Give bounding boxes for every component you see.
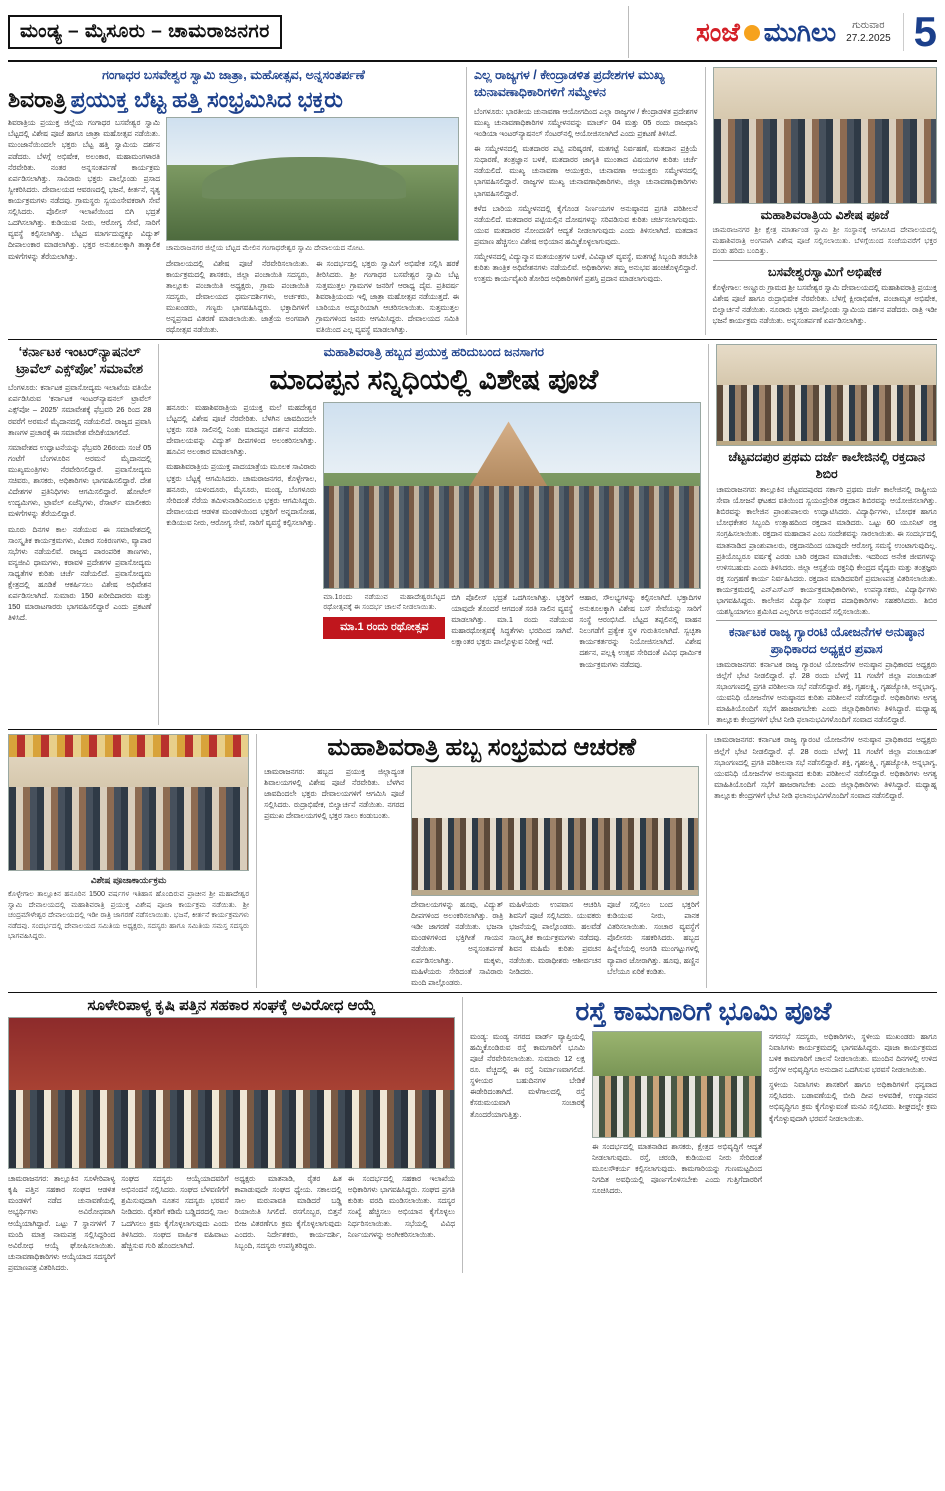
mahashivaratri-col-4 xyxy=(607,899,699,988)
sulerapalya-text-2: ಸಂಘದ ಸದಸ್ಯರು ಆಯ್ಕೆಯಾದವರಿಗೆ ಅಭಿನಂದನೆ ಸಲ್ಲಿಸಿದರು. ಸಂಘದ ಬೆಳವಣಿಗೆಗೆ ಶ್ರಮಿಸುವುದಾಗಿ ನೂತನ ಸದಸ್ಯರು ಭರವಸೆ ನೀಡಿದರು. ರೈತರಿಗೆ ಕಡಿಮೆ ಬಡ್ಡಿದರದಲ್ಲಿ ಸಾಲ ಒದಗಿಸಲು ಕ್ರಮ ಕೈಗೊಳ್ಳಲಾಗುವುದು ಎಂದು ತಿಳಿಸಿದರು. ಸಂಘದ ವಾರ್ಷಿಕ ವಹಿವಾಟು ಹೆಚ್ಚಿಸುವ ಗುರಿ ಹೊಂದಲಾಗಿದೆ. xyxy=(121,1174,229,1250)
madappa-headline: ಮಾದಪ್ಪನ ಸನ್ನಿಧಿಯಲ್ಲಿ ವಿಶೇಷ ಪೂಜೆ xyxy=(269,364,599,396)
mahashivaratri-photo-2 xyxy=(411,766,699,896)
madappa-text-4: ಆಹಾರ, ಸೌಲಭ್ಯಗಳನ್ನು ಕಲ್ಪಿಸಲಾಗಿದೆ. ಭಕ್ತಾದಿಗಳ ಅನುಕೂಲಕ್ಕಾಗಿ ವಿಶೇಷ ಬಸ್ ಸೇವೆಯನ್ನು ಸಾರಿಗೆ ಸಂಸ್ಥೆ ಆರಂಭಿಸಿದೆ. ಬೆಟ್ಟದ ತಪ್ಪಲಿನಲ್ಲಿ ವಾಹನ ನಿಲುಗಡೆಗೆ ಪ್ರತ್ಯೇಕ ಸ್ಥಳ ಗುರುತಿಸಲಾಗಿದೆ. ಸ್ವಚ್ಛತಾ ಕಾರ್ಯಕರ್ತರನ್ನು ನಿಯೋಜಿಸಲಾಗಿದೆ. ವಿಶೇಷ ದರ್ಶನ, ಪಲ್ಲಕ್ಕಿ ಉತ್ಸವ ಸೇರಿದಂತೆ ವಿವಿಧ ಧಾರ್ಮಿಕ ಕಾರ್ಯಕ್ರಮಗಳು ನಡೆದವು. xyxy=(579,592,702,669)
mahashivaratri-section xyxy=(8,734,937,987)
mahashivaratri-text-4: ಪೂಜೆ ಸಲ್ಲಿಸಲು ಬಂದ ಭಕ್ತರಿಗೆ ಕುಡಿಯುವ ನೀರು, ಪಾನಕ ವಿತರಿಸಲಾಯಿತು. ಸಂಚಾರ ವ್ಯವಸ್ಥೆಗೆ ಪೊಲೀಸರು ಸಹಕರಿಸಿದರು. ಹಬ್ಬದ ಹಿನ್ನೆಲೆಯಲ್ಲಿ ಅಂಗಡಿ ಮುಂಗಟ್ಟುಗಳಲ್ಲಿ ವ್ಯಾಪಾರ ಜೋರಾಗಿತ್ತು. ಹೂವು, ಹಣ್ಣಿನ ಬೆಲೆಯೂ ಏರಿಕೆ ಕಂಡಿತು. xyxy=(607,900,700,976)
madappa-col-4 xyxy=(579,592,701,670)
road-work-text-1: ಮಂಡ್ಯ: ಮಂಡ್ಯ ನಗರದ ವಾರ್ಡ್ ವ್ಯಾಪ್ತಿಯಲ್ಲಿ ಹಮ್ಮಿಕೊಂಡಿರುವ ರಸ್ತೆ ಕಾಮಗಾರಿಗೆ ಭೂಮಿ ಪೂಜೆ ನೆರವೇರಿಸಲಾಯಿತು. ಸುಮಾರು 12 ಲಕ್ಷ ರೂ. ವೆಚ್ಚದಲ್ಲಿ ಈ ರಸ್ತೆ ನಿರ್ಮಾಣವಾಗಲಿದೆ. ಸ್ಥಳೀಯರ ಬಹುದಿನಗಳ ಬೇಡಿಕೆ ಈಡೇರಿದಂತಾಗಿದೆ. ಮಳೆಗಾಲದಲ್ಲಿ ರಸ್ತೆ ಕೆಸರುಮಯವಾಗಿ ಸಂಚಾರಕ್ಕೆ ತೊಂದರೆಯಾಗುತ್ತಿತ್ತು. xyxy=(470,1031,585,1119)
lead-col-photo xyxy=(166,117,459,335)
rathotsava-badge: ಮಾ.1 ರಂದು ರಥೋತ್ಸವ xyxy=(323,617,445,639)
date: 27.2.2025 xyxy=(846,33,891,44)
sulerapalya-photo xyxy=(8,1017,455,1169)
madappa-photo-block xyxy=(323,402,701,670)
travel-text-1: ಬೆಂಗಳೂರು: ಕರ್ನಾಟಕ ಪ್ರವಾಸೋದ್ಯಮ ಇಲಾಖೆಯ ವತಿಯೇ ಏರ್ಪಡಿಸಿರುವ ‘ಕರ್ನಾಟಕ ಇಂಟರ್‌ನ್ಯಾಷನಲ್ ಟ್ರಾವೆಲ್ ಎಕ್ಸ್‌ಪೋ – 2025’ ಸಮಾವೇಶಕ್ಕೆ ಫೆಬ್ರವರಿ 26 ರಿಂದ 28 ರವರೆಗೆ ಅರಮನೆ ಮೈದಾನದಲ್ಲಿ ನಡೆಯಲಿದೆ. ರಾಜ್ಯದ ಪ್ರವಾಸಿ ತಾಣಗಳ ಪ್ರಚಾರಕ್ಕೆ ಈ ಸಮಾವೇಶ ವೇದಿಕೆಯಾಗಲಿದೆ. xyxy=(8,383,152,437)
rail-text-2: ಕೊಳ್ಳೇಗಾಲ: ಅಣ್ಣೂರು ಗ್ರಾಮದ ಶ್ರೀ ಬಸವೇಶ್ವರ ಸ್ವಾಮಿ ದೇವಾಲಯದಲ್ಲಿ ಮಹಾಶಿವರಾತ್ರಿ ಪ್ರಯುಕ್ತ ವಿಶೇಷ ಪೂಜೆ ಹಾಗೂ ರುದ್ರಾಭಿಷೇಕ ನೆರವೇರಿತು. ಬೆಳಗ್ಗೆ ಕ್ಷೀರಾಭಿಷೇಕ, ಪಂಚಾಮೃತ ಅಭಿಷೇಕ, ಬಿಲ್ವಾರ್ಚನೆ ನಡೆಯಿತು. ನೂರಾರು ಭಕ್ತರು ಪಾಲ್ಗೊಂಡು ಸ್ವಾಮಿಯ ದರ್ಶನ ಪಡೆದರು. ರಾತ್ರಿ ಇಡೀ ಭಜನೆ ಕಾರ್ಯಕ್ರಮ ನಡೆಯಿತು. ಅನ್ನಸಂತರ್ಪಣೆ ಏರ್ಪಡಿಸಲಾಗಿತ್ತು. xyxy=(712,282,937,326)
lead-photo-caption: ಚಾಮರಾಜನಗರ ಜಿಲ್ಲೆಯ ಬೆಟ್ಟದ ಮೇಲಿನ ಗಂಗಾಧರೇಶ್ವರ ಸ್ವಾಮಿ ದೇವಾಲಯದ ನೋಟ. xyxy=(166,243,365,253)
rail-head-1: ಮಹಾಶಿವರಾತ್ರಿಯ ವಿಶೇಷ ಪೂಜೆ xyxy=(760,208,889,222)
sulerapalya-col-2 xyxy=(121,1173,228,1273)
road-work-text-3: ನಗರಸಭೆ ಸದಸ್ಯರು, ಅಧಿಕಾರಿಗಳು, ಸ್ಥಳೀಯ ಮುಖಂಡರು ಹಾಗೂ ನಿವಾಸಿಗಳು ಕಾರ್ಯಕ್ರಮದಲ್ಲಿ ಭಾಗವಹಿಸಿದ್ದರು. ಪೂಜಾ ಕಾರ್ಯಕ್ರಮದ ಬಳಿಕ ಕಾಮಗಾರಿಗೆ ಚಾಲನೆ ನೀಡಲಾಯಿತು. ಮುಂದಿನ ದಿನಗಳಲ್ಲಿ ಉಳಿದ ರಸ್ತೆಗಳ ಅಭಿವೃದ್ಧಿಗೂ ಅನುದಾನ ಒದಗಿಸುವ ಭರವಸೆ ನೀಡಲಾಯಿತು. xyxy=(769,1031,937,1075)
rail-photo-1 xyxy=(713,67,937,204)
election-kicker: ಎಲ್ಲ ರಾಜ್ಯಗಳ / ಕೇಂದ್ರಾಡಳಿತ ಪ್ರದೇಶಗಳ ಮುಖ್ಯ ಚುನಾವಣಾಧಿಕಾರಿಗಳಿಗೆ ಸಮ್ಮೇಳನ xyxy=(474,68,665,99)
lead-story xyxy=(8,67,459,335)
lead-text-2: ದೇವಾಲಯದಲ್ಲಿ ವಿಶೇಷ ಪೂಜೆ ನೆರವೇರಿಸಲಾಯಿತು. ಕಾರ್ಯಕ್ರಮದಲ್ಲಿ ಶಾಸಕರು, ಜಿಲ್ಲಾ ಪಂಚಾಯಿತಿ ಸದಸ್ಯರು, ತಾಲ್ಲೂಕು ಪಂಚಾಯಿತಿ ಅಧ್ಯಕ್ಷರು, ಗ್ರಾಮ ಪಂಚಾಯಿತಿ ಸದಸ್ಯರು, ದೇವಾಲಯದ ಧರ್ಮದರ್ಶಿಗಳು, ಅರ್ಚಕರು, ಮುಖಂಡರು, ಗಣ್ಯರು ಭಾಗವಹಿಸಿದ್ದರು. ಭಕ್ತಾದಿಗಳಿಗೆ ಅನ್ನಪ್ರಸಾದ ವಿತರಣೆ ಮಾಡಲಾಯಿತು. ಜಾತ್ರೆಯ ಅಂಗವಾಗಿ ರಥೋತ್ಸವ ನಡೆಯಿತು. xyxy=(166,258,309,335)
rail-head-4: ಕರ್ನಾಟಕ ರಾಜ್ಯ ಗ್ಯಾರಂಟಿ ಯೋಜನೆಗಳ ಅನುಷ್ಠಾನ ಪ್ರಾಧಿಕಾರದ ಅಧ್ಯಕ್ಷರ ಪ್ರವಾಸ xyxy=(728,625,925,656)
sulerapalya-col-4 xyxy=(348,1173,455,1273)
masthead-left xyxy=(8,6,628,58)
road-work-col-3 xyxy=(769,1031,937,1197)
mahashivaratri-col-3 xyxy=(509,899,601,988)
rail-text-3: ಚಾಮರಾಜನಗರ: ತಾಲ್ಲೂಕಿನ ಚೆಟ್ಟವದಪುರದ ಸರ್ಕಾರಿ ಪ್ರಥಮ ದರ್ಜೆ ಕಾಲೇಜಿನಲ್ಲಿ ರಾಷ್ಟ್ರೀಯ ಸೇವಾ ಯೋಜನೆ ಘಟಕದ ವತಿಯಿಂದ ಸ್ವಯಂಪ್ರೇರಿತ ರಕ್ತದಾನ ಶಿಬಿರವನ್ನು ಆಯೋಜಿಸಲಾಗಿತ್ತು. ಶಿಬಿರವನ್ನು ಕಾಲೇಜಿನ ಪ್ರಾಂಶುಪಾಲರು ಉದ್ಘಾಟಿಸಿದರು. ವಿದ್ಯಾರ್ಥಿಗಳು, ಬೋಧಕ ಹಾಗೂ ಬೋಧಕೇತರ ಸಿಬ್ಬಂದಿ ಉತ್ಸಾಹದಿಂದ ರಕ್ತದಾನ ಮಾಡಿದರು. ಒಟ್ಟು 60 ಯೂನಿಟ್ ರಕ್ತ ಸಂಗ್ರಹಿಸಲಾಯಿತು. ರಕ್ತದಾನ ಮಹಾದಾನ ಎಂಬ ಸಂದೇಶವನ್ನು ಸಾರಲಾಯಿತು. ಈ ಸಂದರ್ಭದಲ್ಲಿ ಮಾತನಾಡಿದ ಪ್ರಾಂಶುಪಾಲರು, ರಕ್ತದಾನದಿಂದ ಯಾವುದೇ ಆರೋಗ್ಯ ಸಮಸ್ಯೆ ಉಂಟಾಗುವುದಿಲ್ಲ. ಪ್ರತಿಯೊಬ್ಬರೂ ವರ್ಷಕ್ಕೆ ಎರಡು ಬಾರಿ ರಕ್ತದಾನ ಮಾಡಬೇಕು. ಇದರಿಂದ ಅನೇಕ ಜೀವಗಳನ್ನು ಉಳಿಸಬಹುದು ಎಂದು ತಿಳಿಸಿದರು. ಜಿಲ್ಲಾ ಆಸ್ಪತ್ರೆಯ ರಕ್ತನಿಧಿ ಕೇಂದ್ರದ ವೈದ್ಯರು ಮತ್ತು ತಂತ್ರಜ್ಞರು ರಕ್ತ ಸಂಗ್ರಹಣೆ ಕಾರ್ಯ ನಿರ್ವಹಿಸಿದರು. ರಕ್ತದಾನ ಮಾಡಿದವರಿಗೆ ಪ್ರಮಾಣಪತ್ರ ವಿತರಿಸಲಾಯಿತು. ಕಾರ್ಯಕ್ರಮದಲ್ಲಿ ಎನ್‌ಎಸ್‌ಎಸ್ ಕಾರ್ಯಕ್ರಮಾಧಿಕಾರಿಗಳು, ಉಪನ್ಯಾಸಕರು, ವಿದ್ಯಾರ್ಥಿಗಳು ಭಾಗವಹಿಸಿದ್ದರು. ಕಾಲೇಜಿನ ವಿದ್ಯಾರ್ಥಿ ಸಂಘದ ಪದಾಧಿಕಾರಿಗಳು ಸಹಕರಿಸಿದರು. ಶಿಬಿರ ಯಶಸ್ವಿಯಾಗಲು ಶ್ರಮಿಸಿದ ಎಲ್ಲರಿಗೂ ಅಭಿನಂದನೆ ಸಲ್ಲಿಸಲಾಯಿತು. xyxy=(716,484,937,617)
rail-text-4: ಚಾಮರಾಜನಗರ: ಕರ್ನಾಟಕ ರಾಜ್ಯ ಗ್ಯಾರಂಟಿ ಯೋಜನೆಗಳ ಅನುಷ್ಠಾನ ಪ್ರಾಧಿಕಾರದ ಅಧ್ಯಕ್ಷರು ಜಿಲ್ಲೆಗೆ ಭೇಟಿ ನೀಡಲಿದ್ದಾರೆ. ಫೆ. 28 ರಂದು ಬೆಳಗ್ಗೆ 11 ಗಂಟೆಗೆ ಜಿಲ್ಲಾ ಪಂಚಾಯತ್ ಸಭಾಂಗಣದಲ್ಲಿ ಪ್ರಗತಿ ಪರಿಶೀಲನಾ ಸಭೆ ನಡೆಸಲಿದ್ದಾರೆ. ಶಕ್ತಿ, ಗೃಹಲಕ್ಷ್ಮಿ, ಗೃಹಜ್ಯೋತಿ, ಅನ್ನಭಾಗ್ಯ, ಯುವನಿಧಿ ಯೋಜನೆಗಳ ಅನುಷ್ಠಾನದ ಕುರಿತು ಪರಿಶೀಲನೆ ನಡೆಸಲಿದ್ದಾರೆ. ಅಧಿಕಾರಿಗಳು ಅಗತ್ಯ ಮಾಹಿತಿಯೊಂದಿಗೆ ಸಭೆಗೆ ಹಾಜರಾಗಬೇಕು ಎಂದು ಜಿಲ್ಲಾಧಿಕಾರಿಗಳು ತಿಳಿಸಿದ್ದಾರೆ. ಮಧ್ಯಾಹ್ನ ತಾಲ್ಲೂಕು ಕೇಂದ್ರಗಳಿಗೆ ಭೇಟಿ ನೀಡಿ ಫಲಾನುಭವಿಗಳೊಂದಿಗೆ ಸಂವಾದ ನಡೆಸಲಿದ್ದಾರೆ. xyxy=(716,659,937,725)
logo-text-right: ಮುಗಿಲು xyxy=(763,17,837,47)
right-rail-bottom-filler xyxy=(706,734,937,987)
madappa-photo xyxy=(323,402,701,589)
mahashivaratri-text-1: ಚಾಮರಾಜನಗರ: ಹಬ್ಬದ ಪ್ರಯುಕ್ತ ಜಿಲ್ಲಾದ್ಯಂತ ಶಿವಾಲಯಗಳಲ್ಲಿ ವಿಶೇಷ ಪೂಜೆ ನೆರವೇರಿತು. ಬೆಳಗಿನ ಜಾವದಿಂದಲೇ ಭಕ್ತರು ದೇವಾಲಯಗಳಿಗೆ ಆಗಮಿಸಿ ಪೂಜೆ ಸಲ್ಲಿಸಿದರು. ರುದ್ರಾಭಿಷೇಕ, ಬಿಲ್ವಾರ್ಚನೆ ನಡೆಯಿತು. ನಗರದ ಪ್ರಮುಖ ದೇವಾಲಯಗಳಲ್ಲಿ ಭಕ್ತರ ಸಾಲು ಕಂಡುಬಂತು. xyxy=(264,767,405,821)
lead-col-1 xyxy=(8,117,160,335)
road-work-text-4: ಸ್ಥಳೀಯ ನಿವಾಸಿಗಳು ಶಾಸಕರಿಗೆ ಹಾಗೂ ಅಧಿಕಾರಿಗಳಿಗೆ ಧನ್ಯವಾದ ಸಲ್ಲಿಸಿದರು. ಬಡಾವಣೆಯಲ್ಲಿ ಬೀದಿ ದೀಪ ಅಳವಡಿಕೆ, ಉದ್ಯಾನವನ ಅಭಿವೃದ್ಧಿಗೂ ಕ್ರಮ ಕೈಗೊಳ್ಳುವಂತೆ ಮನವಿ ಸಲ್ಲಿಸಿದರು. ಶೀಘ್ರದಲ್ಲೇ ಕ್ರಮ ಕೈಗೊಳ್ಳುವುದಾಗಿ ಭರವಸೆ ನೀಡಲಾಯಿತು. xyxy=(769,1080,937,1123)
page-number: 5 xyxy=(903,13,937,51)
lead-headline-part1: ಶಿವರಾತ್ರಿ xyxy=(8,86,67,112)
travel-text-3: ಮೂರು ದಿನಗಳ ಕಾಲ ನಡೆಯುವ ಈ ಸಮಾವೇಶದಲ್ಲಿ ಸಾಂಸ್ಕೃತಿಕ ಕಾರ್ಯಕ್ರಮಗಳು, ವಿಚಾರ ಸಂಕಿರಣಗಳು, ವ್ಯಾಪಾರ ಸಭೆಗಳು ನಡೆಯಲಿವೆ. ರಾಜ್ಯದ ಪಾರಂಪರಿಕ ತಾಣಗಳು, ವನ್ಯಜೀವಿ ಧಾಮಗಳು, ಕರಾವಳಿ ಪ್ರದೇಶಗಳ ಪ್ರವಾಸೋದ್ಯಮ ಸಾಧ್ಯತೆಗಳ ಕುರಿತು ಚರ್ಚೆ ನಡೆಯಲಿದೆ. ಪ್ರವಾಸೋದ್ಯಮ ಕ್ಷೇತ್ರದಲ್ಲಿ ಹೂಡಿಕೆ ಆಕರ್ಷಿಸಲು ವಿಶೇಷ ಅಧಿವೇಶನ ಏರ್ಪಡಿಸಲಾಗಿದೆ. ಸುಮಾರು 150 ಖರೀದಿದಾರರು ಮತ್ತು 150 ಮಾರಾಟಗಾರರು ಭಾಗವಹಿಸಲಿದ್ದಾರೆ ಎಂದು ಪ್ರಕಟಣೆ ತಿಳಿಸಿದೆ. xyxy=(8,524,152,623)
mahashivaratri-photo1-caption: ಕೊಳ್ಳೇಗಾಲ ತಾಲ್ಲೂಕಿನ ಹನೂರಿನ 1500 ವರ್ಷಗಳ ಇತಿಹಾಸ ಹೊಂದಿರುವ ಪ್ರಾಚೀನ ಶ್ರೀ ಮಹಾದೇಶ್ವರ ಸ್ವಾಮಿ ದೇವಾಲಯದಲ್ಲಿ ಮಹಾಶಿವರಾತ್ರಿ ಪ್ರಯುಕ್ತ ವಿಶೇಷ ಪೂಜಾ ಕಾರ್ಯಕ್ರಮ ನಡೆಯಿತು. ಶ್ರೀ ಚಂದ್ರಮೌಳೇಶ್ವರ ದೇವಾಲಯದಲ್ಲಿ ಇಡೀ ರಾತ್ರಿ ಜಾಗರಣೆ ನಡೆಸಲಾಯಿತು. ಭಜನೆ, ಕೀರ್ತನೆ ಕಾರ್ಯಕ್ರಮಗಳು ನಡೆದವು. ಸಂದರ್ಭದಲ್ಲಿ ದೇವಾಲಯದ ಸಮಿತಿಯ ಅಧ್ಯಕ್ಷರು, ಸದಸ್ಯರು ಹಾಗೂ ಸಮಿತಿಯ ಸಮಸ್ತ ಸದಸ್ಯರು ಭಾಗವಹಿಸಿದ್ದರು. xyxy=(8,889,250,941)
mahashivaratri-photo1-title: ವಿಶೇಷ ಪೂಜಾಕಾರ್ಯಕ್ರಮ xyxy=(90,875,167,886)
sulerapalya-text-1: ಚಾಮರಾಜನಗರ: ತಾಲ್ಲೂಕಿನ ಸೂಳೇರಿಪಾಳ್ಯ ಕೃಷಿ ಪತ್ತಿನ ಸಹಕಾರ ಸಂಘದ ಆಡಳಿತ ಮಂಡಳಿಗೆ ನಡೆದ ಚುನಾವಣೆಯಲ್ಲಿ ಅಭ್ಯರ್ಥಿಗಳು ಅವಿರೋಧವಾಗಿ ಆಯ್ಕೆಯಾಗಿದ್ದಾರೆ. ಒಟ್ಟು 7 ಸ್ಥಾನಗಳಿಗೆ 7 ಮಂದಿ ಮಾತ್ರ ನಾಮಪತ್ರ ಸಲ್ಲಿಸಿದ್ದರಿಂದ ಅವಿರೋಧ ಆಯ್ಕೆ ಘೋಷಿಸಲಾಯಿತು. ಚುನಾವಣಾಧಿಕಾರಿಗಳು ಆಯ್ಕೆಯಾದ ಸದಸ್ಯರಿಗೆ ಪ್ರಮಾಣಪತ್ರ ವಿತರಿಸಿದರು. xyxy=(8,1174,116,1273)
road-work-text-2: ಈ ಸಂದರ್ಭದಲ್ಲಿ ಮಾತನಾಡಿದ ಶಾಸಕರು, ಕ್ಷೇತ್ರದ ಅಭಿವೃದ್ಧಿಗೆ ಆದ್ಯತೆ ನೀಡಲಾಗುವುದು. ರಸ್ತೆ, ಚರಂಡಿ, ಕುಡಿಯುವ ನೀರು ಸೇರಿದಂತೆ ಮೂಲಸೌಕರ್ಯ ಕಲ್ಪಿಸಲಾಗುವುದು. ಕಾಮಗಾರಿಯನ್ನು ಗುಣಮಟ್ಟದಿಂದ ನಿಗದಿತ ಅವಧಿಯಲ್ಲಿ ಪೂರ್ಣಗೊಳಿಸಬೇಕು ಎಂದು ಗುತ್ತಿಗೆದಾರರಿಗೆ ಸೂಚಿಸಿದರು. xyxy=(592,1141,762,1196)
rail-head-2: ಬಸವೇಶ್ವರಸ್ವಾಮಿಗೆ ಅಭಿಷೇಕ xyxy=(767,264,882,279)
mahashivaratri-col-2 xyxy=(411,899,503,988)
election-text-1: ಬೆಂಗಳೂರು: ಭಾರತೀಯ ಚುನಾವಣಾ ಆಯೋಗದಿಂದ ಎಲ್ಲಾ ರಾಜ್ಯಗಳ / ಕೇಂದ್ರಾಡಳಿತ ಪ್ರದೇಶಗಳ ಮುಖ್ಯ ಚುನಾವಣಾಧಿಕಾರಿಗಳ ಸಮ್ಮೇಳನವನ್ನು ಮಾರ್ಚ್ 04 ಮತ್ತು 05 ರಂದು ರಾಜಧಾನಿ ಇಂಡಿಯಾ ಇಂಟರ್‌ನ್ಯಾಷನಲ್ ಸೆಂಟರ್‌ನಲ್ಲಿ ಆಯೋಜಿಸಲಾಗಿದೆ ಎಂದು ಪ್ರಕಟಣೆ ತಿಳಿಸಿದೆ. xyxy=(474,106,698,138)
mahashivaratri-col-1 xyxy=(264,766,404,988)
mahashivaratri-photo-1 xyxy=(8,734,249,871)
lead-headline xyxy=(8,87,459,113)
date-block xyxy=(846,19,891,46)
rail-head-3: ಚೆಟ್ಟವದಪುರ ಪ್ರಥಮ ದರ್ಜೆ ಕಾಲೇಜಿನಲ್ಲಿ ರಕ್ತದಾನ ಶಿಬಿರ xyxy=(728,450,925,481)
masthead-right xyxy=(628,6,937,58)
mahashivaratri-text-2: ದೇವಾಲಯಗಳನ್ನು ಹೂವು, ವಿದ್ಯುತ್ ದೀಪಗಳಿಂದ ಅಲಂಕರಿಸಲಾಗಿತ್ತು. ರಾತ್ರಿ ಇಡೀ ಜಾಗರಣೆ ನಡೆಯಿತು. ಭಜನಾ ಮಂಡಳಿಗಳಿಂದ ಭಕ್ತಿಗೀತೆ ಗಾಯನ ನಡೆಯಿತು. ಅನ್ನಸಂತರ್ಪಣೆ ಏರ್ಪಡಿಸಲಾಗಿತ್ತು. ಮಕ್ಕಳು, ಮಹಿಳೆಯರು ಸೇರಿದಂತೆ ಸಾವಿರಾರು ಮಂದಿ ಪಾಲ್ಗೊಂಡರು. xyxy=(411,900,504,987)
road-work-head: ರಸ್ತೆ ಕಾಮಗಾರಿಗೆ ಭೂಮಿ ಪೂಜೆ xyxy=(575,995,832,1026)
election-text-2: ಈ ಸಮ್ಮೇಳನದಲ್ಲಿ ಮತದಾರರ ಪಟ್ಟಿ ಪರಿಷ್ಕರಣೆ, ಮತಗಟ್ಟೆ ನಿರ್ವಹಣೆ, ಮತದಾನ ಪ್ರಕ್ರಿಯೆ ಸುಧಾರಣೆ, ತಂತ್ರಜ್ಞಾನ ಬಳಕೆ, ಮತದಾರರ ಜಾಗೃತಿ ಮುಂತಾದ ವಿಷಯಗಳ ಕುರಿತು ಚರ್ಚೆ ನಡೆಯಲಿದೆ. ಮುಖ್ಯ ಚುನಾವಣಾ ಆಯುಕ್ತರು, ಚುನಾವಣಾ ಆಯುಕ್ತರು ಸಮ್ಮೇಳನದಲ್ಲಿ ಭಾಗವಹಿಸಲಿದ್ದಾರೆ. ರಾಜ್ಯಗಳ ಮುಖ್ಯ ಚುನಾವಣಾಧಿಕಾರಿಗಳು, ಜಿಲ್ಲಾ ಚುನಾವಣಾಧಿಕಾರಿಗಳು ಭಾಗವಹಿಸಲಿದ್ದಾರೆ. xyxy=(474,144,698,198)
madappa-photo-caption: ಮಾ.1ರಂದು ನಡೆಯುವ ಮಹಾದೇಶ್ವರಬೆಟ್ಟದ ರಥೋತ್ಸವಕ್ಕೆ ಈ ಸಂದರ್ಭ ಚಾಲನೆ ನೀಡಲಾಯಿತು. xyxy=(323,591,446,612)
lead-kicker: ಗಂಗಾಧರ ಬಸವೇಶ್ವರ ಸ್ವಾಮಿ ಜಾತ್ರಾ, ಮಹೋತ್ಸವ, ಅನ್ನಸಂತರ್ಪಣೆ xyxy=(102,68,365,82)
madappa-text-2: ಮಹಾಶಿವರಾತ್ರಿಯ ಪ್ರಯುಕ್ತ ಪಾದಯಾತ್ರೆಯ ಮೂಲಕ ಸಾವಿರಾರು ಭಕ್ತರು ಬೆಟ್ಟಕ್ಕೆ ಆಗಮಿಸಿದರು. ಚಾಮರಾಜನಗರ, ಕೊಳ್ಳೇಗಾಲ, ಹನೂರು, ಯಳಂದೂರು, ಮೈಸೂರು, ಮಂಡ್ಯ, ಬೆಂಗಳೂರು ಸೇರಿದಂತೆ ನೆರೆಯ ತಮಿಳುನಾಡಿನಿಂದಲೂ ಭಕ್ತರು ಆಗಮಿಸಿದ್ದರು. ದೇವಾಲಯದ ಆಡಳಿತ ಮಂಡಳಿಯಿಂದ ಭಕ್ತರಿಗೆ ಅನ್ನದಾಸೋಹ, ಕುಡಿಯುವ ನೀರು, ಆರೋಗ್ಯ ಸೇವೆ, ಸಾರಿಗೆ ವ್ಯವಸ್ಥೆ ಕಲ್ಪಿಸಲಾಗಿತ್ತು. xyxy=(166,462,317,528)
road-work-photo xyxy=(592,1031,762,1138)
edition-title: ಮಂಡ್ಯ – ಮೈಸೂರು – ಚಾಮರಾಜನಗರ xyxy=(8,15,282,49)
mahashivaratri-main xyxy=(256,734,699,987)
rail-photo-3 xyxy=(716,344,937,446)
election-text-3: ಕಳೆದ ಬಾರಿಯ ಸಮ್ಮೇಳನದಲ್ಲಿ ಕೈಗೊಂಡ ನಿರ್ಣಯಗಳ ಅನುಷ್ಠಾನದ ಪ್ರಗತಿ ಪರಿಶೀಲನೆ ನಡೆಯಲಿದೆ. ಮತದಾರರ ಪಟ್ಟಿಯಲ್ಲಿನ ದೋಷಗಳನ್ನು ಸರಿಪಡಿಸುವ ಕುರಿತು ಚರ್ಚಿಸಲಾಗುವುದು. ಯುವ ಮತದಾರರ ನೋಂದಣಿಗೆ ಆದ್ಯತೆ ನೀಡಲಾಗುವುದು ಎಂದು ತಿಳಿಸಲಾಗಿದೆ. ಮತದಾನ ಪ್ರಮಾಣ ಹೆಚ್ಚಿಸಲು ವಿಶೇಷ ಅಭಿಯಾನ ಹಮ್ಮಿಕೊಳ್ಳಲಾಗುವುದು. xyxy=(474,203,698,246)
madappa-text-3: ಬಿಗಿ ಪೊಲೀಸ್ ಭದ್ರತೆ ಒದಗಿಸಲಾಗಿತ್ತು. ಭಕ್ತರಿಗೆ ಯಾವುದೇ ತೊಂದರೆ ಆಗದಂತೆ ಸರತಿ ಸಾಲಿನ ವ್ಯವಸ್ಥೆ ಮಾಡಲಾಗಿತ್ತು. ಮಾ.1 ರಂದು ನಡೆಯುವ ಮಹಾರಥೋತ್ಸವಕ್ಕೆ ಸಿದ್ಧತೆಗಳು ಭರದಿಂದ ಸಾಗಿವೆ. ಲಕ್ಷಾಂತರ ಭಕ್ತರು ಪಾಲ್ಗೊಳ್ಳುವ ನಿರೀಕ್ಷೆ ಇದೆ. xyxy=(451,592,574,647)
publication-logo xyxy=(696,19,836,45)
madappa-col-3 xyxy=(451,592,573,670)
rail-text-4-continued: ಚಾಮರಾಜನಗರ: ಕರ್ನಾಟಕ ರಾಜ್ಯ ಗ್ಯಾರಂಟಿ ಯೋಜನೆಗಳ ಅನುಷ್ಠಾನ ಪ್ರಾಧಿಕಾರದ ಅಧ್ಯಕ್ಷರು ಜಿಲ್ಲೆಗೆ ಭೇಟಿ ನೀಡಲಿದ್ದಾರೆ. ಫೆ. 28 ರಂದು ಬೆಳಗ್ಗೆ 11 ಗಂಟೆಗೆ ಜಿಲ್ಲಾ ಪಂಚಾಯತ್ ಸಭಾಂಗಣದಲ್ಲಿ ಪ್ರಗತಿ ಪರಿಶೀಲನಾ ಸಭೆ ನಡೆಸಲಿದ್ದಾರೆ. ಶಕ್ತಿ, ಗೃಹಲಕ್ಷ್ಮಿ, ಗೃಹಜ್ಯೋತಿ, ಅನ್ನಭಾಗ್ಯ, ಯುವನಿಧಿ ಯೋಜನೆಗಳ ಅನುಷ್ಠಾನದ ಕುರಿತು ಪರಿಶೀಲನೆ ನಡೆಸಲಿದ್ದಾರೆ. ಅಧಿಕಾರಿಗಳು ಅಗತ್ಯ ಮಾಹಿತಿಯೊಂದಿಗೆ ಸಭೆಗೆ ಹಾಜರಾಗಬೇಕು ಎಂದು ಜಿಲ್ಲಾಧಿಕಾರಿಗಳು ತಿಳಿಸಿದ್ದಾರೆ. ಮಧ್ಯಾಹ್ನ ತಾಲ್ಲೂಕು ಕೇಂದ್ರಗಳಿಗೆ ಭೇಟಿ ನೀಡಿ ಫಲಾನುಭವಿಗಳೊಂದಿಗೆ ಸಂವಾದ ನಡೆಸಲಿದ್ದಾರೆ. xyxy=(714,735,937,800)
rail-caption-1: ಚಾಮರಾಜನಗರ ಶ್ರೀ ಕ್ಷೇತ್ರ ಮಾರ್ತಾಂಡ ಸ್ವಾಮಿ ಶ್ರೀ ಸಂಸ್ಥಾನಕ್ಕೆ ಆಗಮಿಸಿದ ದೇವಾಲಯದಲ್ಲಿ ಮಹಾಶಿವರಾತ್ರಿ ಅಂಗವಾಗಿ ವಿಶೇಷ ಪೂಜೆ ಸಲ್ಲಿಸಲಾಯಿತು. ಬೆಳಗ್ಗೆಯಿಂದ ಸಂಜೆಯವರೆಗೆ ಭಕ್ತರ ದಂಡು ಹರಿದು ಬಂದಿತ್ತು. xyxy=(712,225,937,256)
madappa-story xyxy=(158,344,701,725)
sulerapalya-col-3 xyxy=(235,1173,342,1273)
road-work-col-1 xyxy=(470,1031,585,1197)
lead-text-3: ಈ ಸಂದರ್ಭದಲ್ಲಿ ಭಕ್ತರು ಸ್ವಾಮಿಗೆ ಅಭಿಷೇಕ ಸಲ್ಲಿಸಿ ಹರಕೆ ತೀರಿಸಿದರು. ಶ್ರೀ ಗಂಗಾಧರ ಬಸವೇಶ್ವರ ಸ್ವಾಮಿ ಬೆಟ್ಟ ಸುತ್ತಮುತ್ತಲ ಗ್ರಾಮಗಳ ಜನರಿಗೆ ಆರಾಧ್ಯ ದೈವ. ಪ್ರತಿವರ್ಷ ಶಿವರಾತ್ರಿಯಂದು ಇಲ್ಲಿ ಜಾತ್ರಾ ಮಹೋತ್ಸವ ನಡೆಯುತ್ತದೆ. ಈ ಬಾರಿಯೂ ಅದ್ದೂರಿಯಾಗಿ ಆಚರಿಸಲಾಯಿತು. ಸುತ್ತಮುತ್ತಲ ಗ್ರಾಮಗಳಿಂದ ಜನರು ಆಗಮಿಸಿದ್ದರು. ದೇವಾಲಯದ ಸಮಿತಿ ವತಿಯಿಂದ ಎಲ್ಲ ವ್ಯವಸ್ಥೆ ಮಾಡಲಾಗಿತ್ತು. xyxy=(316,258,459,335)
sulerapalya-text-3: ಅಧ್ಯಕ್ಷರು ಮಾತನಾಡಿ, ರೈತರ ಹಿತ ಕಾಪಾಡುವುದೇ ಸಂಘದ ಧ್ಯೇಯ. ಸಕಾಲದಲ್ಲಿ ಸಾಲ ಮರುಪಾವತಿ ಮಾಡಿದರೆ ಬಡ್ಡಿ ರಿಯಾಯಿತಿ ಸಿಗಲಿದೆ. ರಸಗೊಬ್ಬರ, ಬಿತ್ತನೆ ಬೀಜ ವಿತರಣೆಗೂ ಕ್ರಮ ಕೈಗೊಳ್ಳಲಾಗುವುದು ಎಂದರು. ನಿರ್ದೇಶಕರು, ಕಾರ್ಯದರ್ಶಿ, ಸಿಬ್ಬಂದಿ, ಸದಸ್ಯರು ಉಪಸ್ಥಿತರಿದ್ದರು. xyxy=(234,1174,342,1250)
travel-text-2: ಸಮಾವೇಶದ ಉದ್ಘಾಟನೆಯನ್ನು ಫೆಬ್ರವರಿ 26ರಂದು ಸಂಜೆ 05 ಗಂಟೆಗೆ ಬೆಂಗಳೂರಿನ ಅರಮನೆ ಮೈದಾನದಲ್ಲಿ ಮುಖ್ಯಮಂತ್ರಿಗಳು ನೆರವೇರಿಸಲಿದ್ದಾರೆ. ಪ್ರವಾಸೋದ್ಯಮ ಸಚಿವರು, ಶಾಸಕರು, ಅಧಿಕಾರಿಗಳು ಭಾಗವಹಿಸಲಿದ್ದಾರೆ. ದೇಶ ವಿದೇಶಗಳ ಪ್ರತಿನಿಧಿಗಳು ಆಗಮಿಸಲಿದ್ದಾರೆ. ಹೋಟೆಲ್ ಉದ್ಯಮಿಗಳು, ಟ್ರಾವೆಲ್ ಏಜೆನ್ಸಿಗಳು, ರೆಸಾರ್ಟ್ ಮಾಲೀಕರು ಮಳಿಗೆಗಳನ್ನು ತೆರೆಯಲಿದ್ದಾರೆ. xyxy=(8,442,152,519)
travel-head-2: ಟ್ರಾವೆಲ್ ಎಕ್ಸ್‌ಪೋ’ ಸಮಾವೇಶ xyxy=(16,361,144,377)
madappa-text-1: ಹನೂರು: ಮಹಾಶಿವರಾತ್ರಿಯ ಪ್ರಯುಕ್ತ ಮಲೆ ಮಹದೇಶ್ವರ ಬೆಟ್ಟದಲ್ಲಿ ವಿಶೇಷ ಪೂಜೆ ನೆರವೇರಿತು. ಬೆಳಗಿನ ಜಾವದಿಂದಲೇ ಭಕ್ತರು ಸರತಿ ಸಾಲಿನಲ್ಲಿ ನಿಂತು ಮಾದಪ್ಪನ ದರ್ಶನ ಪಡೆದರು. ದೇವಾಲಯವನ್ನು ವಿದ್ಯುತ್ ದೀಪಗಳಿಂದ ಅಲಂಕರಿಸಲಾಗಿತ್ತು. ಹೂವಿನ ಅಲಂಕಾರ ಮಾಡಲಾಗಿತ್ತು. xyxy=(166,402,317,457)
weekday: ಗುರುವಾರ xyxy=(852,19,885,31)
sulerapalya-text-4: ಈ ಸಂದರ್ಭದಲ್ಲಿ ಸಹಕಾರ ಇಲಾಖೆಯ ಅಧಿಕಾರಿಗಳು ಭಾಗವಹಿಸಿದ್ದರು. ಸಂಘದ ಪ್ರಗತಿ ಕುರಿತು ವರದಿ ಮಂಡಿಸಲಾಯಿತು. ಸದಸ್ಯರ ಸಂಖ್ಯೆ ಹೆಚ್ಚಿಸಲು ಅಭಿಯಾನ ಕೈಗೊಳ್ಳಲು ನಿರ್ಧರಿಸಲಾಯಿತು. ಸಭೆಯಲ್ಲಿ ವಿವಿಧ ನಿರ್ಣಯಗಳನ್ನು ಅಂಗೀಕರಿಸಲಾಯಿತು. xyxy=(347,1174,455,1239)
masthead xyxy=(8,6,937,62)
right-rail-top xyxy=(705,67,937,335)
madappa-col-1 xyxy=(166,402,316,670)
bottom-section xyxy=(8,997,937,1273)
election-conference-story xyxy=(466,67,698,335)
top-section xyxy=(8,67,937,335)
mahashivaratri-text-3: ಮಹಿಳೆಯರು ಉಪವಾಸ ಆಚರಿಸಿ ಶಿವನಿಗೆ ಪೂಜೆ ಸಲ್ಲಿಸಿದರು. ಯುವಕರು ಭಜನೆಯಲ್ಲಿ ಪಾಲ್ಗೊಂಡರು. ಹಲವೆಡೆ ಸಾಂಸ್ಕೃತಿಕ ಕಾರ್ಯಕ್ರಮಗಳು ನಡೆದವು. ಶಿವನ ಮಹಿಮೆ ಕುರಿತು ಪ್ರವಚನ ನಡೆಯಿತು. ಮಠಾಧೀಶರು ಆಶೀರ್ವಚನ ನೀಡಿದರು. xyxy=(509,900,602,976)
road-work-right xyxy=(592,1031,937,1197)
mahashivaratri-photo-left xyxy=(8,734,249,987)
lead-photo xyxy=(166,117,459,241)
sulerapalya-head: ಸೂಳೇರಿಪಾಳ್ಯ ಕೃಷಿ ಪತ್ತಿನ ಸಹಕಾರ ಸಂಘಕ್ಕೆ ಅವಿರೋಧ ಆಯ್ಕೆ xyxy=(87,996,376,1014)
road-work-story xyxy=(462,997,937,1273)
madappa-kicker: ಮಹಾಶಿವರಾತ್ರಿ ಹಬ್ಬದ ಪ್ರಯುಕ್ತ ಹರಿದುಬಂದ ಜನಸಾಗರ xyxy=(323,345,544,360)
travel-head-1: ‘ಕರ್ನಾಟಕ ಇಂಟರ್‌ನ್ಯಾಷನಲ್ xyxy=(18,344,141,360)
mahashivaratri-headline: ಮಹಾಶಿವರಾತ್ರಿ ಹಬ್ಬ ಸಂಭ್ರಮದ ಆಚರಣೆ xyxy=(327,734,636,762)
lead-col-3 xyxy=(316,258,459,336)
sulerapalya-story xyxy=(8,997,455,1273)
lead-headline-part2: ಪ್ರಯುಕ್ತ ಬೆಟ್ಟ ಹತ್ತಿ ಸಂಭ್ರಮಿಸಿದ ಭಕ್ತರು xyxy=(70,86,343,112)
sun-icon xyxy=(744,25,760,41)
sulerapalya-col-1 xyxy=(8,1173,115,1273)
mahashivaratri-photo-col xyxy=(411,766,699,988)
travel-expo-story xyxy=(8,344,151,725)
road-work-photo-col xyxy=(592,1031,762,1197)
logo-text-left: ಸಂಜೆ xyxy=(695,17,740,47)
right-rail-middle xyxy=(708,344,937,725)
second-band xyxy=(8,344,937,725)
madappa-caption-col xyxy=(323,592,445,670)
lead-col-2 xyxy=(166,258,309,336)
election-text-4: ಸಮ್ಮೇಳನದಲ್ಲಿ ವಿದ್ಯುನ್ಮಾನ ಮತಯಂತ್ರಗಳ ಬಳಕೆ, ವಿವಿಪ್ಯಾಟ್ ವ್ಯವಸ್ಥೆ, ಮತಗಟ್ಟೆ ಸಿಬ್ಬಂದಿ ತರಬೇತಿ ಕುರಿತು ತಾಂತ್ರಿಕ ಅಧಿವೇಶನಗಳು ನಡೆಯಲಿವೆ. ಅಧಿಕಾರಿಗಳು ತಮ್ಮ ಅನುಭವ ಹಂಚಿಕೊಳ್ಳಲಿದ್ದಾರೆ. ಉತ್ತಮ ಕಾರ್ಯವೈಖರಿ ತೋರಿದ ಅಧಿಕಾರಿಗಳಿಗೆ ಪ್ರಶಸ್ತಿ ಪ್ರದಾನ ಮಾಡಲಾಗುವುದು. xyxy=(474,252,698,284)
lead-text-1: ಶಿವರಾತ್ರಿಯ ಪ್ರಯುಕ್ತ ಜಿಲ್ಲೆಯ ಗಂಗಾಧರ ಬಸವೇಶ್ವರ ಸ್ವಾಮಿ ಬೆಟ್ಟದಲ್ಲಿ ವಿಶೇಷ ಪೂಜೆ ಹಾಗೂ ಜಾತ್ರಾ ಮಹೋತ್ಸವ ನಡೆಯಿತು. ಮುಂಜಾನೆಯಿಂದಲೇ ಭಕ್ತರು ಬೆಟ್ಟ ಹತ್ತಿ ಸ್ವಾಮಿಯ ದರ್ಶನ ಪಡೆದರು. ಬೆಳಗ್ಗೆ ಅಭಿಷೇಕ, ಅಲಂಕಾರ, ಮಹಾಮಂಗಳಾರತಿ ನೆರವೇರಿತು. ನಂತರ ಅನ್ನಸಂತರ್ಪಣೆ ಕಾರ್ಯಕ್ರಮ ಏರ್ಪಡಿಸಲಾಗಿತ್ತು. ಸಾವಿರಾರು ಭಕ್ತರು ಪಾಲ್ಗೊಂಡು ಪ್ರಸಾದ ಸ್ವೀಕರಿಸಿದರು. ದೇವಾಲಯದ ಆವರಣದಲ್ಲಿ ಭಜನೆ, ಕೀರ್ತನೆ, ನೃತ್ಯ ಕಾರ್ಯಕ್ರಮಗಳು ನಡೆದವು. ಗ್ರಾಮಸ್ಥರು ಸ್ವಯಂಸೇವಕರಾಗಿ ಸೇವೆ ಸಲ್ಲಿಸಿದರು. ಪೊಲೀಸ್ ಇಲಾಖೆಯಿಂದ ಬಿಗಿ ಭದ್ರತೆ ಒದಗಿಸಲಾಗಿತ್ತು. ಕುಡಿಯುವ ನೀರು, ಆರೋಗ್ಯ ಸೇವೆ, ಸಾರಿಗೆ ವ್ಯವಸ್ಥೆ ಕಲ್ಪಿಸಲಾಗಿತ್ತು. ಬೆಟ್ಟದ ಮಾರ್ಗದುದ್ದಕ್ಕೂ ವಿದ್ಯುತ್ ದೀಪಾಲಂಕಾರ ಮಾಡಲಾಗಿತ್ತು. ಭಕ್ತರ ಅನುಕೂಲಕ್ಕಾಗಿ ತಾತ್ಕಾಲಿಕ ಮಳಿಗೆಗಳನ್ನು ತೆರೆಯಲಾಗಿತ್ತು. xyxy=(8,118,160,261)
